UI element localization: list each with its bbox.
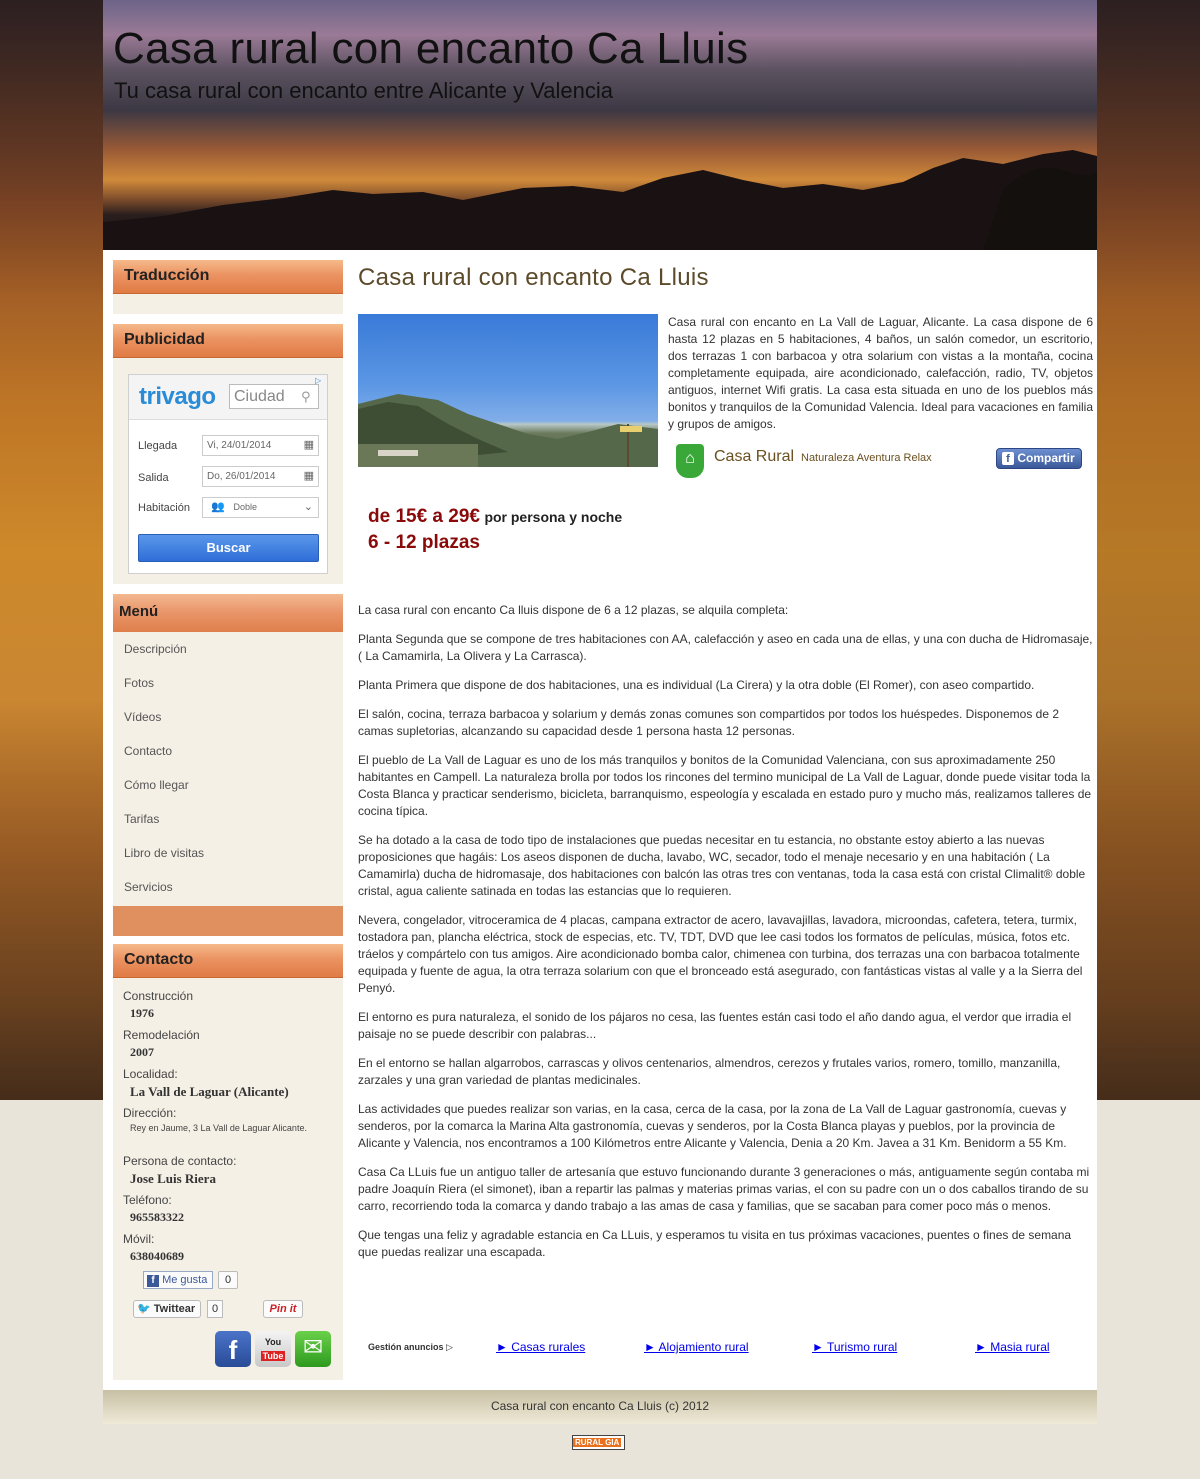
paragraph: Casa Ca LLuis fue un antiguo taller de artesanía que estuvo funcionando durante 3 generaciones o más, antiguamente según contaba mi padre Joaquín Riera (el simonet), iban a repartir las palmas y materias primas varias, el con su padre con un o dos caballos tirando de su carro, recorriendo toda la comarca y dando trabajo a las amas de casa y familias, que se sacaban para comer poco más o menos. (358, 1165, 1090, 1213)
contact-heading: Contacto (113, 944, 343, 978)
paragraph: Nevera, congelador, vitroceramica de 4 placas, campana extractor de acero, lavavajillas, lavadora, microondas, cafetera, tetera, turmix, tostadora pan, plancha eléctrica, stock de especias, etc. TV, TDT, DVD que lee casi todos los formatos de películas, música, fotos etc. tráelos y compártelo con tus amigos. Aire acondicionado bomba calor, chimenea con turbina, dos terrazas una con barbacoa totalmente equipada y fuente de agua, la otra terraza solarium con que el bronceado está asegurado, con fantásticas vistas al valle y a la Sierra del Penyó. (358, 913, 1083, 995)
site-title: Casa rural con encanto Ca Lluis (113, 24, 749, 73)
ads-heading: Publicidad (113, 324, 343, 358)
ad-link-turismo-rural[interactable]: ► Turismo rural (812, 1340, 898, 1354)
mobile-label: Móvil: (123, 1232, 155, 1246)
locality-value: La Vall de Laguar (Alicante) (130, 1084, 289, 1099)
casa-rural-badge[interactable] (676, 444, 966, 476)
checkin-value: Vi, 24/01/2014 (207, 440, 272, 451)
description-text (358, 602, 1093, 1273)
like-label: Me gusta (162, 1274, 208, 1286)
checkout-label: Salida (138, 472, 169, 484)
ad-link-masia-rural[interactable]: ► Masia rural (975, 1340, 1050, 1354)
checkin-field[interactable] (202, 435, 319, 456)
remodel-label: Remodelación (123, 1028, 200, 1042)
menu-item-contacto[interactable]: Contacto (124, 744, 173, 758)
email-icon[interactable]: ✉ (295, 1331, 331, 1367)
remodel-value: 2007 (130, 1045, 154, 1059)
house-photo[interactable] (358, 314, 658, 467)
price-range: de 15€ a 29€ (368, 506, 480, 527)
contact-box (113, 944, 343, 1380)
share-button[interactable] (996, 448, 1082, 469)
room-select[interactable] (202, 497, 319, 518)
paragraph: El salón, cocina, terraza barbacoa y solarium y demás zonas comunes son compartidos por todos los huéspedes. Disponemos de 2 camas supletorias, alcanzando su capacidad desde 1 persona hasta 12 personas. (358, 707, 1060, 738)
calendar-icon: ▦ (303, 439, 314, 451)
page-title: Casa rural con encanto Ca Lluis (358, 264, 709, 291)
checkout-value: Do, 26/01/2014 (207, 471, 276, 482)
mountain-silhouette (103, 150, 1097, 250)
menu-item-tarifas[interactable]: Tarifas (124, 812, 160, 826)
capacity: 6 - 12 plazas (368, 532, 480, 553)
translation-heading: Traducción (113, 260, 343, 294)
pin-it-button[interactable]: Pin it (263, 1300, 303, 1318)
city-input[interactable]: Ciudad (229, 384, 319, 409)
ad-choices-icon[interactable]: ▷ (315, 376, 322, 385)
intro-text: Casa rural con encanto en La Vall de Laguar, Alicante. La casa dispone de 6 hasta 12 plazas en 5 habitaciones, 4 baños, un salón comedor, un escritorio, dos terrazas 1 con barbacoa y otra solarium con vistas a la montaña, cocina completamente equipada, aire acondicionado, calefacción, radio, TV, objetos antiguos, internet Wifi gratis. La casa esta situada en uno de los pueblos más bonitos y tranquilos de la Comunidad Valencia. Ideal para vacaciones en familia y grupos de amigos. (668, 315, 1093, 431)
ads-management-text: Gestión anuncios (368, 1342, 444, 1352)
youtube-icon[interactable]: You Tube (255, 1331, 291, 1367)
address-label: Dirección: (123, 1106, 177, 1120)
footer-bar (103, 1390, 1097, 1424)
paragraph: Planta Segunda que se compone de tres habitaciones con AA, calefacción y aseo en cada una de ellas, y una con ducha de Hidromasaje, ( La Camamirla, La Olivera y La Carrasca). (358, 632, 1093, 663)
twitter-icon: 🐦 (137, 1303, 151, 1315)
room-value: Doble (233, 502, 257, 512)
price-line (368, 506, 622, 528)
menu-heading: Menú (113, 594, 343, 632)
checkout-field[interactable] (202, 466, 319, 487)
checkin-label: Llegada (138, 440, 178, 452)
room-label: Habitación (138, 502, 190, 514)
trivago-logo-text: trivago (139, 383, 216, 410)
ads-management-label[interactable] (368, 1342, 453, 1353)
trivago-search-button[interactable]: Buscar (138, 534, 319, 562)
paragraph: Se ha dotado a la casa de todo tipo de instalaciones que puedas necesitar en tu estancia, no obstante estoy abierto a las nuevas proposiciones que hagáis: Los aseos disponen de ducha, lavabo, WC, secador, todo el menaje necesario y en una habitación ( La Camamirla) ducha de hidromasaje, dos habitaciones con balcón las otras tres con ventanas, toda la casa está con cristal Climalit® doble cristal, agua caliente satinada en todas las estancias que lo requieren. (358, 833, 1086, 898)
chevron-down-icon: ⌄ (303, 501, 313, 513)
phone-value: 965583322 (130, 1210, 184, 1224)
like-count: 0 (218, 1271, 238, 1289)
person-label: Persona de contacto: (123, 1154, 237, 1168)
calendar-icon: ▦ (303, 470, 314, 482)
paragraph: El pueblo de La Vall de Laguar es uno de los más tranquilos y bonitos de la Comunidad Valenciana, con sus aproximadamente 250 habitantes en Campell. La naturaleza brolla por todos los rincones del termino municipal de La Vall de Laguar, donde puede visitar toda la Costa Blanca y practicar senderismo, bicicleta, barranquismo, espeología y escalada en estado puro y mucho más, realizamos talleres de cocina típica. (358, 753, 1092, 818)
paragraph: La casa rural con encanto Ca lluis dispone de 6 a 12 plazas, se alquila completa: (358, 603, 789, 617)
address-value: Rey en Jaume, 3 La Vall de Laguar Alicante. (130, 1123, 307, 1133)
ruralgia-badge[interactable] (572, 1435, 625, 1450)
site-subtitle: Tu casa rural con encanto entre Alicante y Valencia (114, 78, 613, 103)
paragraph: El entorno es pura naturaleza, el sonido de los pájaros no cesa, las fuentes están casi todo el año dando agua, el verdor que irradia el paisaje no se puede describir con palabras... (358, 1010, 1072, 1041)
menu-footer (113, 906, 343, 936)
facebook-like-button[interactable] (143, 1271, 213, 1289)
paragraph: Que tengas una feliz y agradable estancia en Ca LLuis, y esperamos tu visita en tus próximas vacaciones, puentes o fines de semana que puedas realizar una escapada. (358, 1228, 1072, 1259)
background-left (0, 0, 103, 1100)
ad-link-casas-rurales[interactable]: ► Casas rurales (496, 1340, 586, 1354)
share-label: Compartir (1017, 451, 1075, 465)
locality-label: Localidad: (123, 1067, 178, 1081)
persons-icon: 👥 (211, 501, 225, 513)
paragraph: Las actividades que puedes realizar son varias, en la casa, cerca de la casa, por la zona de La Vall de Laguar gastronomía, cuevas y senderos, por la comarca la Marina Alta gastronomía, cuevas y senderos, por la Costa Blanca playas y pueblos, por la provincia de Alicante y Valencia, nos encontramos a 100 Kilómetros entre Alicante y Valencia, Denia a 20 Km. Javea a 31 Km. Benidorm a 55 Km. (358, 1102, 1067, 1150)
construction-value: 1976 (130, 1006, 154, 1020)
facebook-icon: f (1002, 452, 1014, 465)
person-value: Jose Luis Riera (130, 1171, 216, 1186)
mobile-value: 638040689 (130, 1249, 184, 1263)
ruralgia-badge-text: RURAL GIA (575, 1438, 620, 1447)
menu-item-videos[interactable]: Vídeos (124, 710, 162, 724)
price-unit: por persona y noche (484, 509, 623, 525)
ads-box (113, 324, 343, 584)
phone-label: Teléfono: (123, 1193, 172, 1207)
menu-item-descripcion[interactable]: Descripción (124, 642, 187, 656)
menu-item-como-llegar[interactable]: Cómo llegar (124, 778, 189, 792)
menu-box (113, 594, 343, 934)
tweet-label: Twittear (153, 1303, 196, 1315)
facebook-icon[interactable]: f (215, 1331, 251, 1367)
trivago-logo[interactable] (139, 383, 216, 411)
house-icon: ⌂ (676, 444, 704, 478)
tweet-count: 0 (207, 1300, 223, 1318)
paragraph: En el entorno se hallan algarrobos, carrascas y olivos centenarios, almendros, cerezos y frutales varios, romero, tomillo, manzanilla, zarzales y una gran variedad de plantas medicinales. (358, 1056, 1061, 1087)
copyright: Casa rural con encanto Ca Lluis (c) 2012 (490, 1399, 710, 1413)
ad-link-alojamiento-rural[interactable]: ► Alojamiento rural (644, 1340, 749, 1354)
trivago-widget (128, 374, 328, 574)
badge-tagline: Naturaleza Aventura Relax (801, 452, 932, 464)
menu-item-libro-visitas[interactable]: Libro de visitas (124, 846, 205, 860)
background-right (1097, 0, 1200, 1100)
badge-main-text: Casa Rural (714, 448, 795, 465)
search-icon: ⚲ (301, 389, 311, 404)
trivago-header (129, 375, 327, 420)
ad-choices-icon: ▷ (446, 1342, 453, 1352)
page-container (103, 0, 1097, 1390)
translation-box (113, 260, 343, 314)
menu-list (113, 632, 343, 906)
ad-links-bar (358, 1340, 1093, 1360)
landscape-image (358, 314, 658, 467)
facebook-icon: f (147, 1275, 159, 1287)
menu-item-servicios[interactable]: Servicios (124, 880, 173, 894)
header-banner (103, 0, 1097, 250)
menu-item-fotos[interactable]: Fotos (124, 676, 155, 690)
tweet-button[interactable] (133, 1300, 201, 1318)
paragraph: Planta Primera que dispone de dos habitaciones, una es individual (La Cirera) y la otra doble (El Romer), con aseo compartido. (358, 678, 1035, 692)
construction-label: Construcción (123, 989, 194, 1003)
